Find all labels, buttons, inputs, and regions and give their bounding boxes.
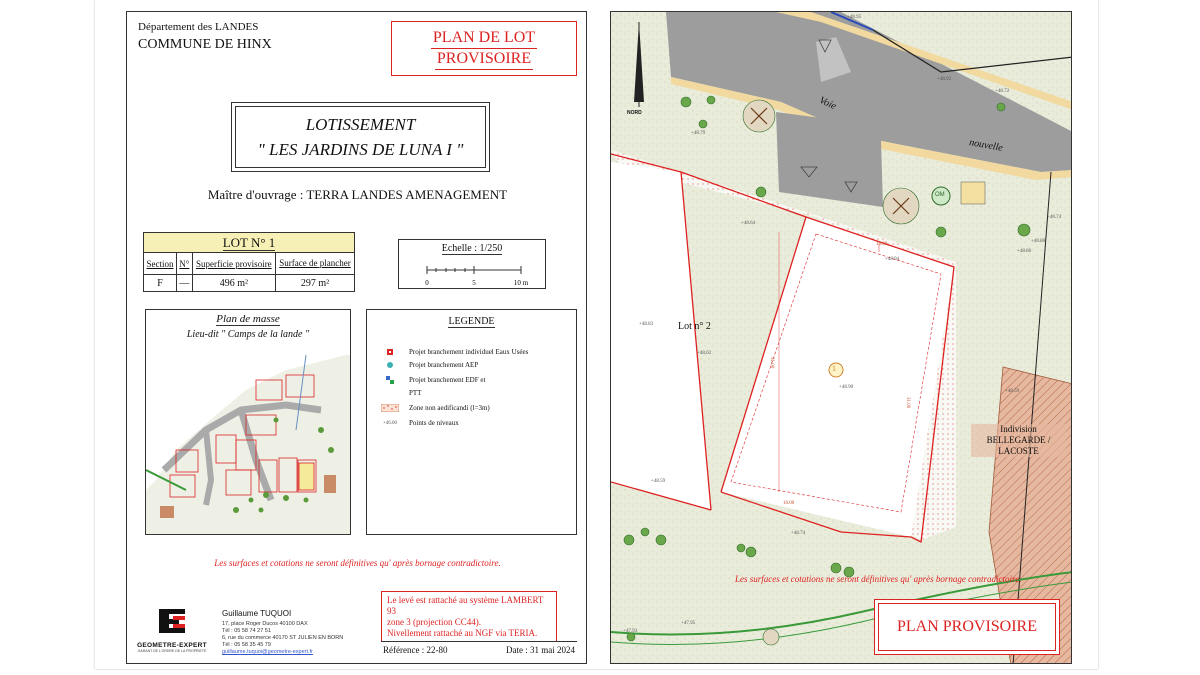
plan-provisoire-label: PLAN PROVISOIRE: [878, 603, 1056, 651]
commune-label: COMMUNE DE HINX: [138, 37, 272, 52]
lambert-line-3: Nivellement rattaché au NGF via TERIA.: [387, 628, 538, 638]
plan-provisoire-box: [874, 599, 1060, 655]
lambert-line-1: Le levé est rattaché au système LAMBERT 93: [387, 595, 544, 616]
svg-text:31.00: 31.00: [769, 357, 774, 369]
svg-text:+48.79: +48.79: [691, 131, 706, 136]
scale-title: Echelle : 1/250: [441, 243, 503, 254]
level-sample: +46.00: [382, 420, 398, 426]
lot-table: [143, 232, 355, 292]
geometre-line-4: Tél : 05 58 35 45 79: [222, 642, 271, 648]
lot-header-section: Section: [144, 253, 177, 275]
bornage-note-left: Les surfaces et cotations ne seront définitives qu' après bornage contradictoire.: [214, 558, 501, 568]
svg-text:+48.83: +48.83: [639, 322, 654, 327]
lot2-label: Lot n° 2: [678, 321, 711, 332]
svg-text:+48.86: +48.86: [1017, 249, 1032, 254]
svg-text:+48.95: +48.95: [847, 15, 862, 20]
legend-item-ptt: PTT: [409, 389, 422, 397]
lot-cell-section: F: [144, 275, 177, 292]
svg-text:+48.94: +48.94: [885, 257, 900, 262]
plan-title-line2: PROVISOIRE: [435, 49, 533, 70]
bornage-note-right: Les surfaces et cotations ne seront définitives qu' après bornage contradictoire.: [735, 574, 1022, 584]
legend-title: LEGENDE: [448, 316, 495, 327]
plan-masse-box: [145, 309, 351, 535]
site-plan-drawing: [611, 12, 1072, 664]
geometre-contact: [222, 609, 343, 656]
svg-text:+48.72: +48.72: [995, 89, 1010, 94]
geometre-name: Guillaume TUQUOI: [222, 609, 292, 618]
reference-row: [381, 641, 577, 659]
svg-text:0: 0: [425, 279, 429, 287]
svg-text:31.00: 31.00: [905, 397, 910, 409]
zone-hatch-icon: [381, 404, 399, 412]
lot-cell-plancher: 297 m²: [276, 275, 355, 292]
right-sheet: [610, 11, 1072, 664]
road-label-nouvelle: nouvelle: [968, 137, 1004, 154]
reference-label: Référence : 22-80: [383, 645, 448, 655]
maitre-ouvrage: Maître d'ouvrage : TERRA LANDES AMENAGEMENT: [207, 187, 508, 202]
project-title-box: [231, 102, 490, 172]
svg-text:+47.95: +47.95: [681, 621, 696, 626]
project-line2: " LES JARDINS DE LUNA I ": [257, 140, 464, 159]
legend-item-aep: Projet branchement AEP: [381, 361, 478, 369]
lot-header-number: N°: [177, 253, 193, 275]
geometre-logo: [137, 607, 207, 653]
lot-table-title: LOT N° 1: [144, 233, 355, 253]
svg-text:+48.59: +48.59: [1005, 389, 1020, 394]
svg-text:10 m: 10 m: [513, 279, 529, 287]
svg-text:+48.92: +48.92: [937, 77, 952, 82]
date-label: Date : 31 mai 2024: [506, 645, 575, 655]
logo-sublabel: GARANT DE L'ORDRE DE LA PROPRIETE: [137, 649, 207, 653]
legend-item-zone: Zone non aedificandi (l=3m): [381, 404, 490, 412]
department-label: Département des LANDES: [138, 21, 259, 33]
svg-text:+48.62: +48.62: [697, 351, 712, 356]
north-label: NORD: [627, 110, 642, 116]
eaux-usees-icon: [386, 348, 394, 356]
geometre-line-2: Tél : 05 58 74 27 51: [222, 628, 271, 634]
plan-masse-map: [146, 310, 351, 535]
left-sheet: [126, 11, 587, 664]
geometre-line-3: 6, rue du commerce 40170 ST JULIEN EN BORN: [222, 635, 344, 641]
lambert-line-2: zone 3 (projection CC44).: [387, 617, 481, 627]
legend-item-levels: +46.00 Points de niveaux: [382, 419, 459, 427]
lot-header-superficie: Superficie provisoire: [192, 253, 275, 275]
om-label: OM: [935, 192, 945, 198]
aep-icon: [386, 361, 394, 369]
logo-label: GEOMETRE-EXPERT: [137, 642, 207, 649]
svg-text:+48.86: +48.86: [1031, 239, 1046, 244]
lot-header-plancher: Surface de plancher: [276, 253, 355, 275]
svg-text:+48.64: +48.64: [741, 221, 756, 226]
scale-bar: [399, 240, 547, 290]
edf-ptt-icon: [385, 375, 395, 385]
lambert-note-box: [381, 591, 557, 642]
plan-title-box: [391, 21, 577, 76]
svg-text:+47.93: +47.93: [623, 629, 638, 634]
legend-item-edf: Projet branchement EDF et: [381, 375, 485, 385]
legend-item-eaux-usees: Projet branchement individuel Eaux Usées: [381, 348, 528, 356]
lieu-dit-label: Lieu-dit " Camps de la lande ": [186, 329, 310, 340]
svg-text:+48.74: +48.74: [791, 531, 806, 536]
scale-box: [398, 239, 546, 289]
svg-text:5: 5: [472, 279, 476, 287]
project-line1: LOTISSEMENT: [305, 115, 416, 134]
svg-text:18.00: 18.00: [876, 242, 888, 247]
lot1-marker: 1: [832, 364, 836, 373]
svg-text:+48.74: +48.74: [1047, 215, 1062, 220]
lot-cell-superficie: 496 m²: [192, 275, 275, 292]
plan-title-line1: PLAN DE LOT: [431, 28, 537, 49]
svg-text:+48.90: +48.90: [839, 385, 854, 390]
geometre-expert-logo-icon: [137, 607, 207, 637]
legend-box: [366, 309, 577, 535]
plan-masse-title: Plan de masse: [216, 313, 280, 325]
road-label-voie: Voie: [817, 94, 838, 113]
lot-cell-number: —: [177, 275, 193, 292]
svg-text:16.00: 16.00: [783, 501, 795, 506]
geometre-line-1: 17, place Roger Ducos 40100 DAX: [222, 621, 308, 627]
indivision-label: Indivision BELLEGARDE / LACOSTE: [971, 424, 1066, 457]
geometre-email-link[interactable]: guillaume.tuquoi@geometre-expert.fr: [222, 649, 313, 655]
svg-text:+48.59: +48.59: [651, 479, 666, 484]
